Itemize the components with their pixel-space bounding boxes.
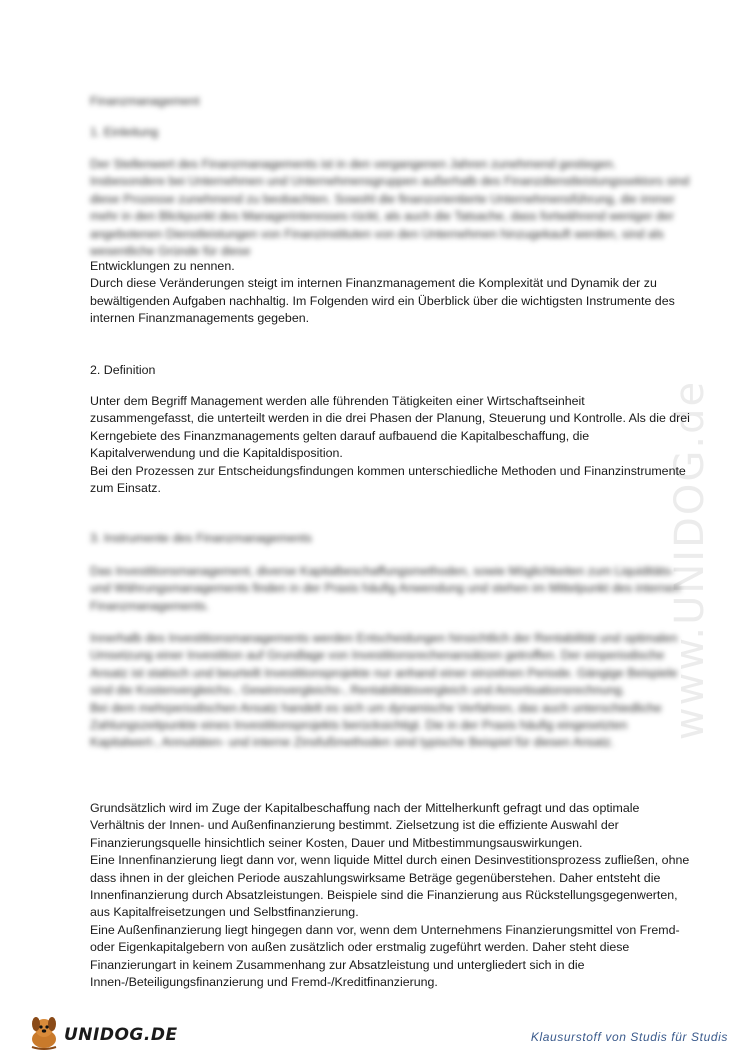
instruments-paragraph-3-text: Bei dem mehrperiodischen Ansatz handelt es sich um dynamische Verfahren, das auch unterschiedliche Zahlungszeitpunkte eines Investitionsprojekts berücksichtigt. Die in der Praxis häufig eingesetzten Kapitalwert-, Annuitäten- und interne Zinsfußmethoden sind typische Beispiel für diesen Ansatz.: [90, 700, 662, 750]
section-heading-3-text: 3. Instrumente des Finanzmanagements: [90, 531, 312, 545]
watermark: www.UNIDOG.de: [667, 379, 713, 741]
definition-paragraph-1: Unter dem Begriff Management werden alle führenden Tätigkeiten einer Wirtschaftseinheit zusammengefasst, die unterteilt werden in die drei Phasen der Planung, Steuerung und Kontrolle. Als die drei Kerngebiete des Finanzmanagements gelten darauf aufbauend die Kapitalbeschaffung, die Kapitalverwendung und die Kapitaldisposition.: [90, 394, 690, 461]
instruments-paragraph-2: [90, 630, 690, 752]
document-title-text: Finanzmanagement: [90, 94, 200, 108]
kapitalbeschaffung-paragraph-1: Grundsätzlich wird im Zuge der Kapitalbeschaffung nach der Mittelherkunft gefragt und das optimale Verhältnis der Innen- und Außenfinanzierung bestimmt. Zielsetzung ist die effiziente Auswahl der Finanzierungsquelle hinsichtlich seiner Kosten, Dauer und Mitbestimmungsauswirkungen.: [90, 801, 640, 850]
kapitalbeschaffung-section: [90, 800, 690, 991]
instruments-paragraph-2-text: Innerhalb des Investitionsmanagements werden Entscheidungen hinsichtlich der Rentabilität und optimalen Umsetzung einer Investition auf Grundlage von Investitionsrechenansätzen getroffen. Der einperiodische Ansatz ist statisch und beurteilt Investitionsprojekte nur anhand einer einzelnen Periode. Gängige Beispiele sind die Kostenvergleichs-, Gewinnvergleichs-, Rentabilitätsvergleich und Amortisationsrechnung.: [90, 631, 678, 698]
dog-mascot-icon: [24, 1015, 64, 1051]
footer-tagline: Klausurstoff von Studis für Studis: [530, 1030, 728, 1044]
document-title: [90, 93, 690, 110]
intro-blurred-text: Der Stellenwert des Finanzmanagements ist in den vergangenen Jahren zunehmend gestiegen. Insbesondere bei Unternehmen und Unternehmensgruppen außerhalb des Finanzdienstleistungssektors sind diese Prozesse zunehmend zu beobachten. Sowohl die finanzorientierte Unternehmensführung, die immer mehr in den Blickpunkt des Managerinteresses rückt, als auch die Tatsache, dass fortwährend weniger der angebotenen Dienstleistungen von Finanzinstituten von den Unternehmen hinzugekauft werden, sind als wesentliche Gründe für diese: [90, 157, 690, 259]
intro-line-1: Entwicklungen zu nennen.: [90, 259, 235, 273]
definition-paragraph-2: Bei den Prozessen zur Entscheidungsfindungen kommen unterschiedliche Methoden und Finanzinstrumente zum Einsatz.: [90, 463, 686, 496]
instruments-paragraph-1: [90, 563, 690, 615]
intro-paragraph: [90, 258, 690, 328]
intro-paragraph-blurred: [90, 156, 690, 260]
definition-section: [90, 393, 690, 497]
section-heading-1: [90, 124, 690, 141]
section-heading-1-text: 1. Einleitung: [90, 125, 159, 139]
aussenfinanzierung-paragraph: Eine Außenfinanzierung liegt hingegen dann vor, wenn dem Unternehmens Finanzierungsmittel von Fremd- oder Eigenkapitalgebern von außen zusätzlich oder erstmalig zugeführt werden. Daher steht diese Finanzierungart in keinem Zusammenhang zur Absatzleistung und untergliedert sich in die Innen-/Beteiligungsfinanzierung und Fremd-/Kreditfinanzierung.: [90, 922, 680, 990]
section-heading-3: [90, 530, 690, 547]
instruments-paragraph-1-text: Das Investitionsmanagement, diverse Kapitalbeschaffungsmethoden, sowie Möglichkeiten zum Liquiditäts- und Währungsmanagements finden in der Praxis häufig Anwendung und stehen im Mittelpunkt des internen Finanzmanagements.: [90, 564, 681, 613]
innenfinanzierung-paragraph: Eine Innenfinanzierung liegt dann vor, wenn liquide Mittel durch einen Desinvestitionsprozess zufließen, ohne dass ihnen in der gleichen Periode auszahlungswirksame Beträge gegenüberstehen. Daher entsteht die Innenfinanzierung durch Absatzleistungen. Beispiele sind die Finanzierung aus Rückstellungsgegenwerten, aus Kapitalfreisetzungen und Selbstfinanzierung.: [90, 853, 690, 920]
section-heading-2: [90, 362, 690, 379]
unidog-logo[interactable]: [24, 1015, 178, 1051]
section-heading-2-text: 2. Definition: [90, 363, 156, 377]
logo-text: UNIDOG.DE: [64, 1025, 178, 1045]
intro-paragraph-2: Durch diese Veränderungen steigt im internen Finanzmanagement die Komplexität und Dynamik der zu bewältigenden Aufgaben nachhaltig. Im Folgenden wird ein Überblick über die wichtigsten Instrumente des internen Finanzmanagements gegeben.: [90, 276, 675, 326]
